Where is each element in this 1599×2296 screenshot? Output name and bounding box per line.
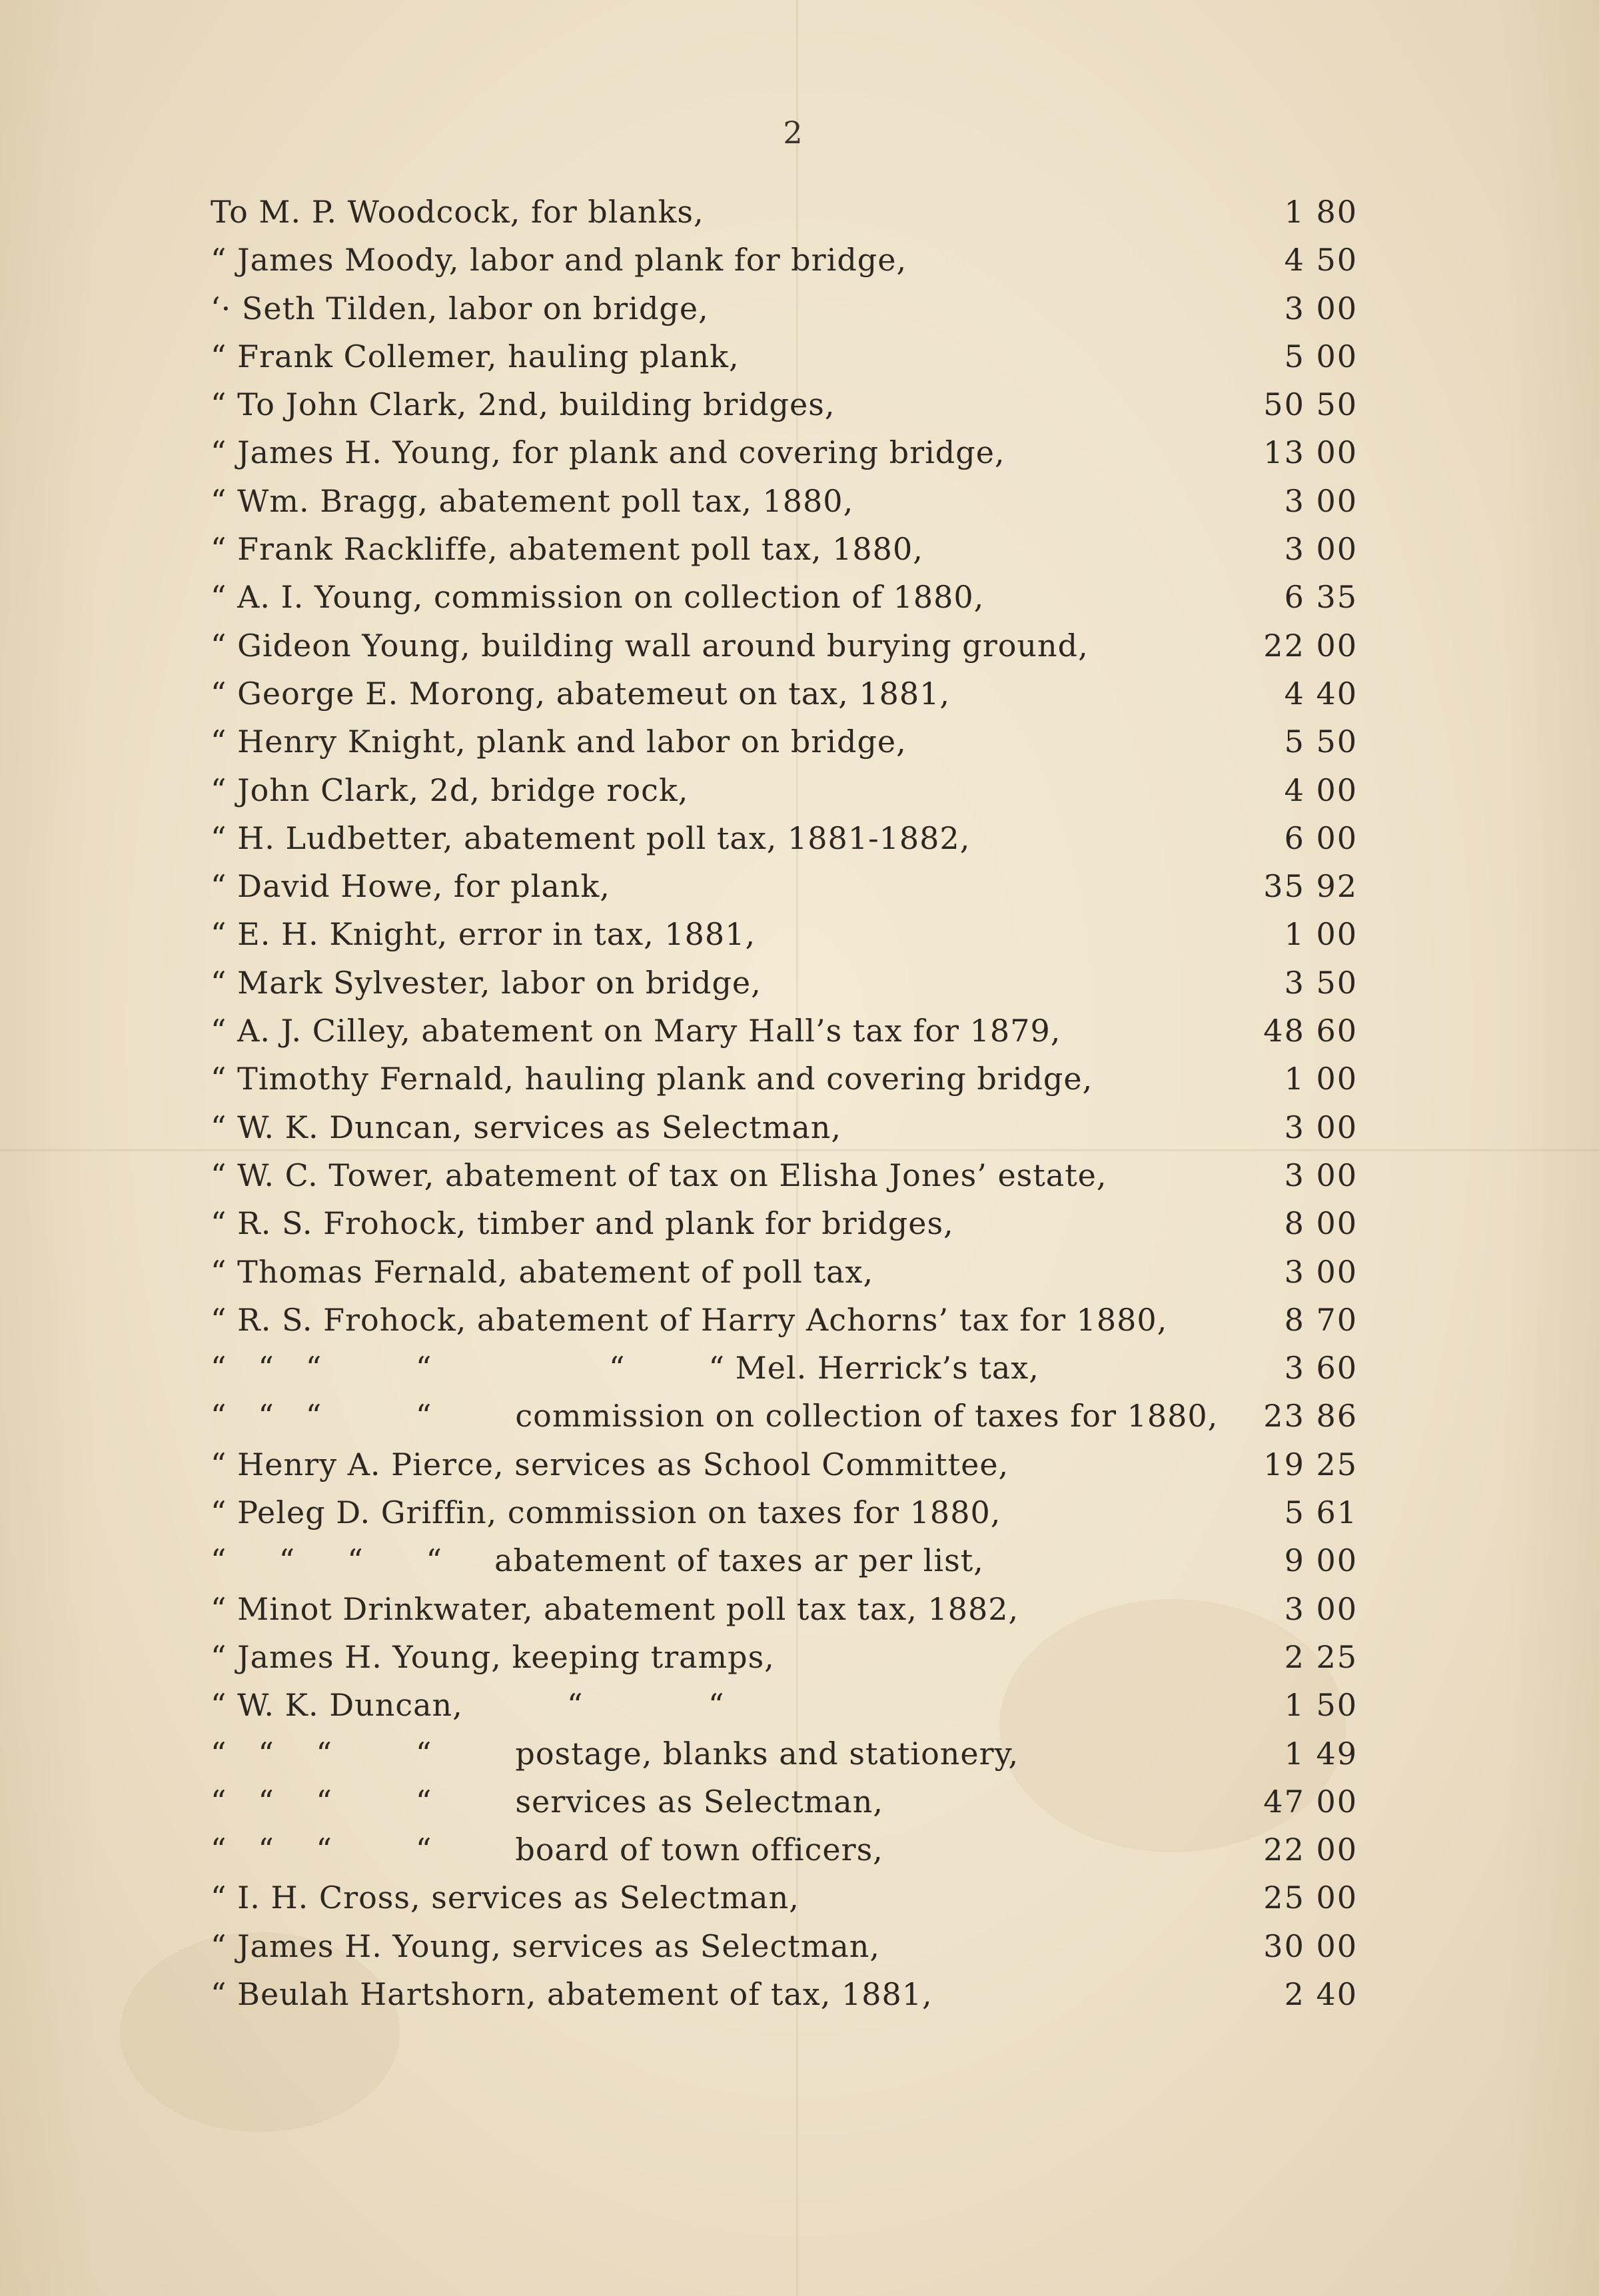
ledger-row — [0, 428, 1599, 476]
entry-amount: 3 00 — [1284, 531, 1358, 568]
entry-description: “ Henry A. Pierce, services as School Committee, — [211, 1446, 1009, 1482]
ledger-row — [0, 766, 1599, 814]
entry-amount: 9 00 — [1284, 1542, 1358, 1579]
entry-description: “ James Moody, labor and plank for bridge, — [211, 242, 907, 279]
ledger-row — [0, 1585, 1599, 1633]
ledger-row — [0, 1199, 1599, 1247]
ledger-row — [0, 1440, 1599, 1488]
ledger-row — [0, 573, 1599, 621]
entry-description: “ Frank Collemer, hauling plank, — [211, 338, 740, 374]
entry-amount: 1 49 — [1284, 1735, 1358, 1772]
entry-description: “ “ “ “ services as Selectman, — [211, 1783, 883, 1820]
entry-description: “ To John Clark, 2nd, building bridges, — [211, 386, 835, 423]
entry-amount: 13 00 — [1263, 434, 1358, 471]
entry-description: “ R. S. Frohock, timber and plank for bridges, — [211, 1205, 954, 1242]
entry-amount: 30 00 — [1263, 1928, 1358, 1964]
entry-amount: 2 25 — [1284, 1638, 1358, 1675]
entry-amount: 2 40 — [1284, 1976, 1358, 2012]
entry-description: “ Thomas Fernald, abatement of poll tax, — [211, 1253, 874, 1290]
ledger-row — [0, 1296, 1599, 1344]
entry-amount: 4 40 — [1284, 675, 1358, 712]
entry-description: “ “ “ “ commission on collection of taxes for 1880, — [211, 1398, 1219, 1435]
ledger-row — [0, 910, 1599, 958]
entry-description: “ “ “ “ board of town officers, — [211, 1832, 883, 1868]
ledger-row — [0, 1392, 1599, 1440]
entry-amount: 3 50 — [1284, 964, 1358, 1001]
entry-amount: 35 92 — [1263, 868, 1358, 905]
entry-description: “ W. C. Tower, abatement of tax on Elisha Jones’ estate, — [211, 1157, 1107, 1193]
ledger-row — [0, 1344, 1599, 1392]
entry-amount: 19 25 — [1263, 1446, 1358, 1482]
ledger-row — [0, 1874, 1599, 1922]
entry-description: “ A. J. Cilley, abatement on Mary Hall’s tax for 1879, — [211, 1013, 1061, 1049]
ledger-row — [0, 814, 1599, 862]
entry-amount: 8 70 — [1284, 1301, 1358, 1338]
ledger-row — [0, 380, 1599, 428]
ledger-row — [0, 622, 1599, 670]
entry-amount: 3 00 — [1284, 1590, 1358, 1627]
ledger-row — [0, 236, 1599, 284]
entry-amount: 5 50 — [1284, 724, 1358, 760]
entry-description: “ “ “ “ abatement of taxes ar per list, — [211, 1542, 984, 1579]
entry-description: ‘· Seth Tilden, labor on bridge, — [211, 290, 709, 326]
ledger-row — [0, 1103, 1599, 1151]
entry-amount: 47 00 — [1263, 1783, 1358, 1820]
ledger-row — [0, 1633, 1599, 1681]
entry-description: “ I. H. Cross, services as Selectman, — [211, 1880, 800, 1916]
ledger-row — [0, 1922, 1599, 1970]
entry-description: “ Frank Rackliffe, abatement poll tax, 1880, — [211, 531, 923, 568]
entry-amount: 3 00 — [1284, 1157, 1358, 1193]
entry-amount: 6 00 — [1284, 820, 1358, 856]
ledger-row — [0, 1488, 1599, 1536]
entry-description: “ Peleg D. Griffin, commission on taxes for 1880, — [211, 1494, 1001, 1531]
entry-description: “ Henry Knight, plank and labor on bridge, — [211, 724, 907, 760]
entry-amount: 4 50 — [1284, 242, 1358, 279]
entry-description: “ Gideon Young, building wall around burying ground, — [211, 627, 1089, 664]
entry-description: “ E. H. Knight, error in tax, 1881, — [211, 916, 756, 953]
entry-description: “ Minot Drinkwater, abatement poll tax tax, 1882, — [211, 1590, 1019, 1627]
entry-description: “ Mark Sylvester, labor on bridge, — [211, 964, 762, 1001]
ledger-row — [0, 1055, 1599, 1103]
ledger-row — [0, 1681, 1599, 1729]
entry-description: “ “ “ “ “ “ Mel. Herrick’s tax, — [211, 1350, 1039, 1387]
entry-description: To M. P. Woodcock, for blanks, — [211, 194, 704, 230]
ledger-row — [0, 1151, 1599, 1199]
entry-description: “ R. S. Frohock, abatement of Harry Achorns’ tax for 1880, — [211, 1301, 1168, 1338]
ledger-row — [0, 1248, 1599, 1296]
entry-description: “ W. K. Duncan, services as Selectman, — [211, 1109, 842, 1145]
ledger-row — [0, 1826, 1599, 1874]
ledger-row — [0, 1970, 1599, 2018]
entry-description: “ Wm. Bragg, abatement poll tax, 1880, — [211, 482, 854, 519]
entry-amount: 48 60 — [1263, 1013, 1358, 1049]
entry-description: “ Timothy Fernald, hauling plank and covering bridge, — [211, 1061, 1093, 1097]
entry-amount: 50 50 — [1263, 386, 1358, 423]
ledger-row — [0, 1536, 1599, 1584]
ledger-row — [0, 285, 1599, 332]
entry-amount: 4 00 — [1284, 772, 1358, 808]
entry-amount: 1 80 — [1284, 194, 1358, 230]
ledger-row — [0, 188, 1599, 236]
entry-amount: 23 86 — [1263, 1398, 1358, 1435]
ledger-row — [0, 959, 1599, 1007]
entry-amount: 5 00 — [1284, 338, 1358, 374]
entry-description: “ Beulah Hartshorn, abatement of tax, 1881, — [211, 1976, 933, 2012]
entry-amount: 1 50 — [1284, 1687, 1358, 1724]
entry-amount: 6 35 — [1284, 579, 1358, 616]
entry-amount: 25 00 — [1263, 1880, 1358, 1916]
entry-description: “ James H. Young, for plank and covering bridge, — [211, 434, 1005, 471]
entry-amount: 1 00 — [1284, 916, 1358, 953]
entry-description: “ “ “ “ postage, blanks and stationery, — [211, 1735, 1019, 1772]
entry-amount: 5 61 — [1284, 1494, 1358, 1531]
entry-description: “ James H. Young, keeping tramps, — [211, 1638, 775, 1675]
entry-description: “ H. Ludbetter, abatement poll tax, 1881-1882, — [211, 820, 971, 856]
ledger-row — [0, 1007, 1599, 1055]
ledger-row — [0, 1778, 1599, 1826]
entry-amount: 22 00 — [1263, 1832, 1358, 1868]
entry-amount: 1 00 — [1284, 1061, 1358, 1097]
ledger-row — [0, 1730, 1599, 1778]
entry-amount: 3 00 — [1284, 482, 1358, 519]
entry-description: “ W. K. Duncan, “ “ — [211, 1687, 725, 1724]
ledger-row — [0, 718, 1599, 766]
entry-description: “ John Clark, 2d, bridge rock, — [211, 772, 689, 808]
entry-amount: 3 00 — [1284, 1109, 1358, 1145]
entry-description: “ David Howe, for plank, — [211, 868, 610, 905]
entry-amount: 22 00 — [1263, 627, 1358, 664]
ledger-list — [0, 188, 1599, 2018]
entry-description: “ James H. Young, services as Selectman, — [211, 1928, 881, 1964]
ledger-row — [0, 332, 1599, 380]
entry-amount: 8 00 — [1284, 1205, 1358, 1242]
entry-amount: 3 00 — [1284, 290, 1358, 326]
page-number: 2 — [783, 115, 803, 151]
entry-description: “ A. I. Young, commission on collection of 1880, — [211, 579, 985, 616]
entry-amount: 3 60 — [1284, 1350, 1358, 1387]
entry-amount: 3 00 — [1284, 1253, 1358, 1290]
ledger-row — [0, 670, 1599, 718]
ledger-row — [0, 477, 1599, 525]
ledger-row — [0, 525, 1599, 573]
ledger-row — [0, 862, 1599, 910]
entry-description: “ George E. Morong, abatemeut on tax, 1881, — [211, 675, 951, 712]
